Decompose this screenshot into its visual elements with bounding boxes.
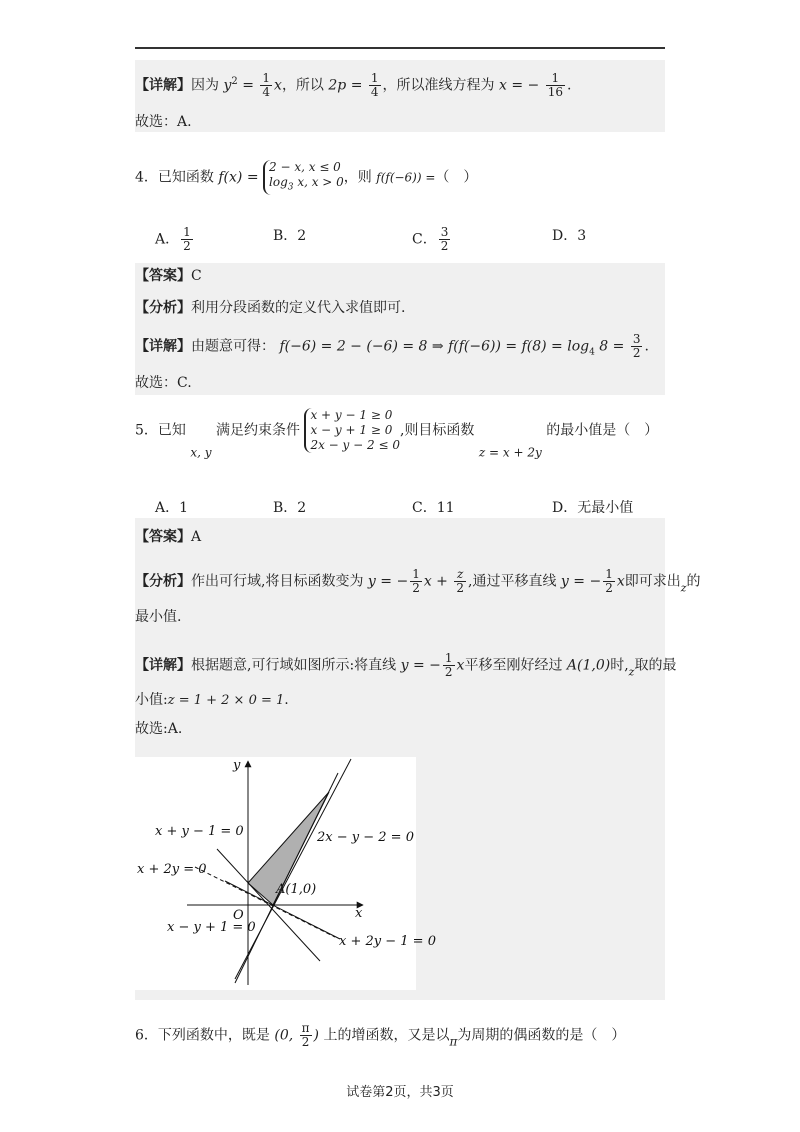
constraint-brace: x + y − 1 ≥ 0 x − y + 1 ≥ 0 2x − y − 2 ≤ 0 [304, 408, 400, 453]
q5-choice-c[interactable]: C．11 [412, 500, 455, 516]
q5-choice-a[interactable]: A．1 [155, 500, 189, 516]
q4-choice-c[interactable]: C． $\frac{3}{2}$ [412, 225, 449, 253]
q3-conclusion: 故选：A. [135, 114, 192, 130]
q5-stem: 5．已知 x, y 满足约束条件 x + y − 1 ≥ 0 x − y + 1 ≥ 0 2x − y − 2 ≤ 0 ,则目标函数 z = x + 2y 的最小值是（ ） [135, 408, 659, 460]
label-x-plus-y-minus-1: x + y − 1 = 0 [155, 824, 244, 839]
q5-conclusion: 故选:A. [135, 721, 183, 737]
line-2x-minus-y-minus-2 [235, 773, 338, 983]
q5-detail-cont: 小值:z = 1 + 2 × 0 = 1. [135, 692, 289, 708]
label-x-plus-2y: x + 2y = 0 [137, 862, 207, 877]
label-x-plus-2y-minus-1: x + 2y − 1 = 0 [339, 934, 436, 949]
q4-analysis: 【分析】利用分段函数的定义代入求值即可. [135, 300, 406, 316]
x-axis-label: x [355, 906, 363, 921]
q5-choice-d[interactable]: D．无最小值 [552, 500, 634, 516]
feasible-region-diagram [135, 757, 436, 990]
q4-solution-panel [135, 263, 665, 395]
y-axis-label: y [233, 758, 241, 773]
label-x-minus-y-plus-1: x − y + 1 = 0 [167, 920, 256, 935]
point-a-label: A(1,0) [276, 882, 317, 897]
q4-stem: 4．已知函数 f(x) = 2 − x, x ≤ 0 $\log_3 x$, x > 0 ，则 f(f(−6)) =（ ） [135, 160, 477, 195]
fraction: $\frac{1}{16}$ [547, 71, 564, 100]
q4-choice-d[interactable]: D．3 [552, 228, 587, 244]
page-footer: 试卷第2页，共3页 [346, 1085, 454, 1100]
q5-detail: 【详解】根据题意,可行域如图所示:将直线 y = − $\frac{1}{2}$ x平移至刚好经过 A(1,0)时$,_z$取的最 [135, 651, 677, 679]
q5-analysis-cont: 最小值. [135, 609, 182, 625]
q5-analysis: 【分析】作出可行域,将目标函数变为 y = − $\frac{1}{2}$ x + $\frac{z}{2}$ ,通过平移直线 y = − $\frac{1}{2}$ x即可求出$_z$的 [135, 567, 701, 595]
q3-detail-line: 【详解】因为 $y^2$ = $\frac{1}{4}$ x，所以 2p = $\frac{1}{4}$ ，所以准线方程为 x = − $\frac{1}{16}$ . [135, 71, 572, 100]
label-2x-minus-y-minus-2: 2x − y − 2 = 0 [317, 830, 414, 845]
q6-stem: 6．下列函数中，既是 (0, $\frac{\pi}{2}$ ) 上的增函数，又是以π为周期的偶函数的是（ ） [135, 1021, 626, 1049]
q4-choice-b[interactable]: B．2 [273, 228, 307, 244]
line-x-minus-y-plus-1 [235, 759, 351, 979]
fraction: $\frac{1}{4}$ [370, 71, 379, 100]
q5-choice-b[interactable]: B．2 [273, 500, 307, 516]
q4-choice-a[interactable]: A． $\frac{1}{2}$ [155, 225, 191, 253]
piecewise-brace: 2 − x, x ≤ 0 $\log_3 x$, x > 0 [263, 160, 344, 195]
origin-label: O [233, 908, 244, 923]
q4-answer: 【答案】C [135, 268, 202, 284]
q4-conclusion: 故选：C. [135, 375, 192, 391]
q4-detail: 【详解】由题意可得： f(−6) = 2 − (−6) = 8 ⇒ $f(f(-6)) = f(8) = \log_4 8$ = $\frac{3}{2}$ . [135, 332, 649, 360]
header-rule [135, 47, 665, 49]
feasible-region-figure [135, 757, 436, 990]
q5-answer: 【答案】A [135, 529, 202, 545]
fraction: $\frac{1}{4}$ [262, 71, 271, 100]
